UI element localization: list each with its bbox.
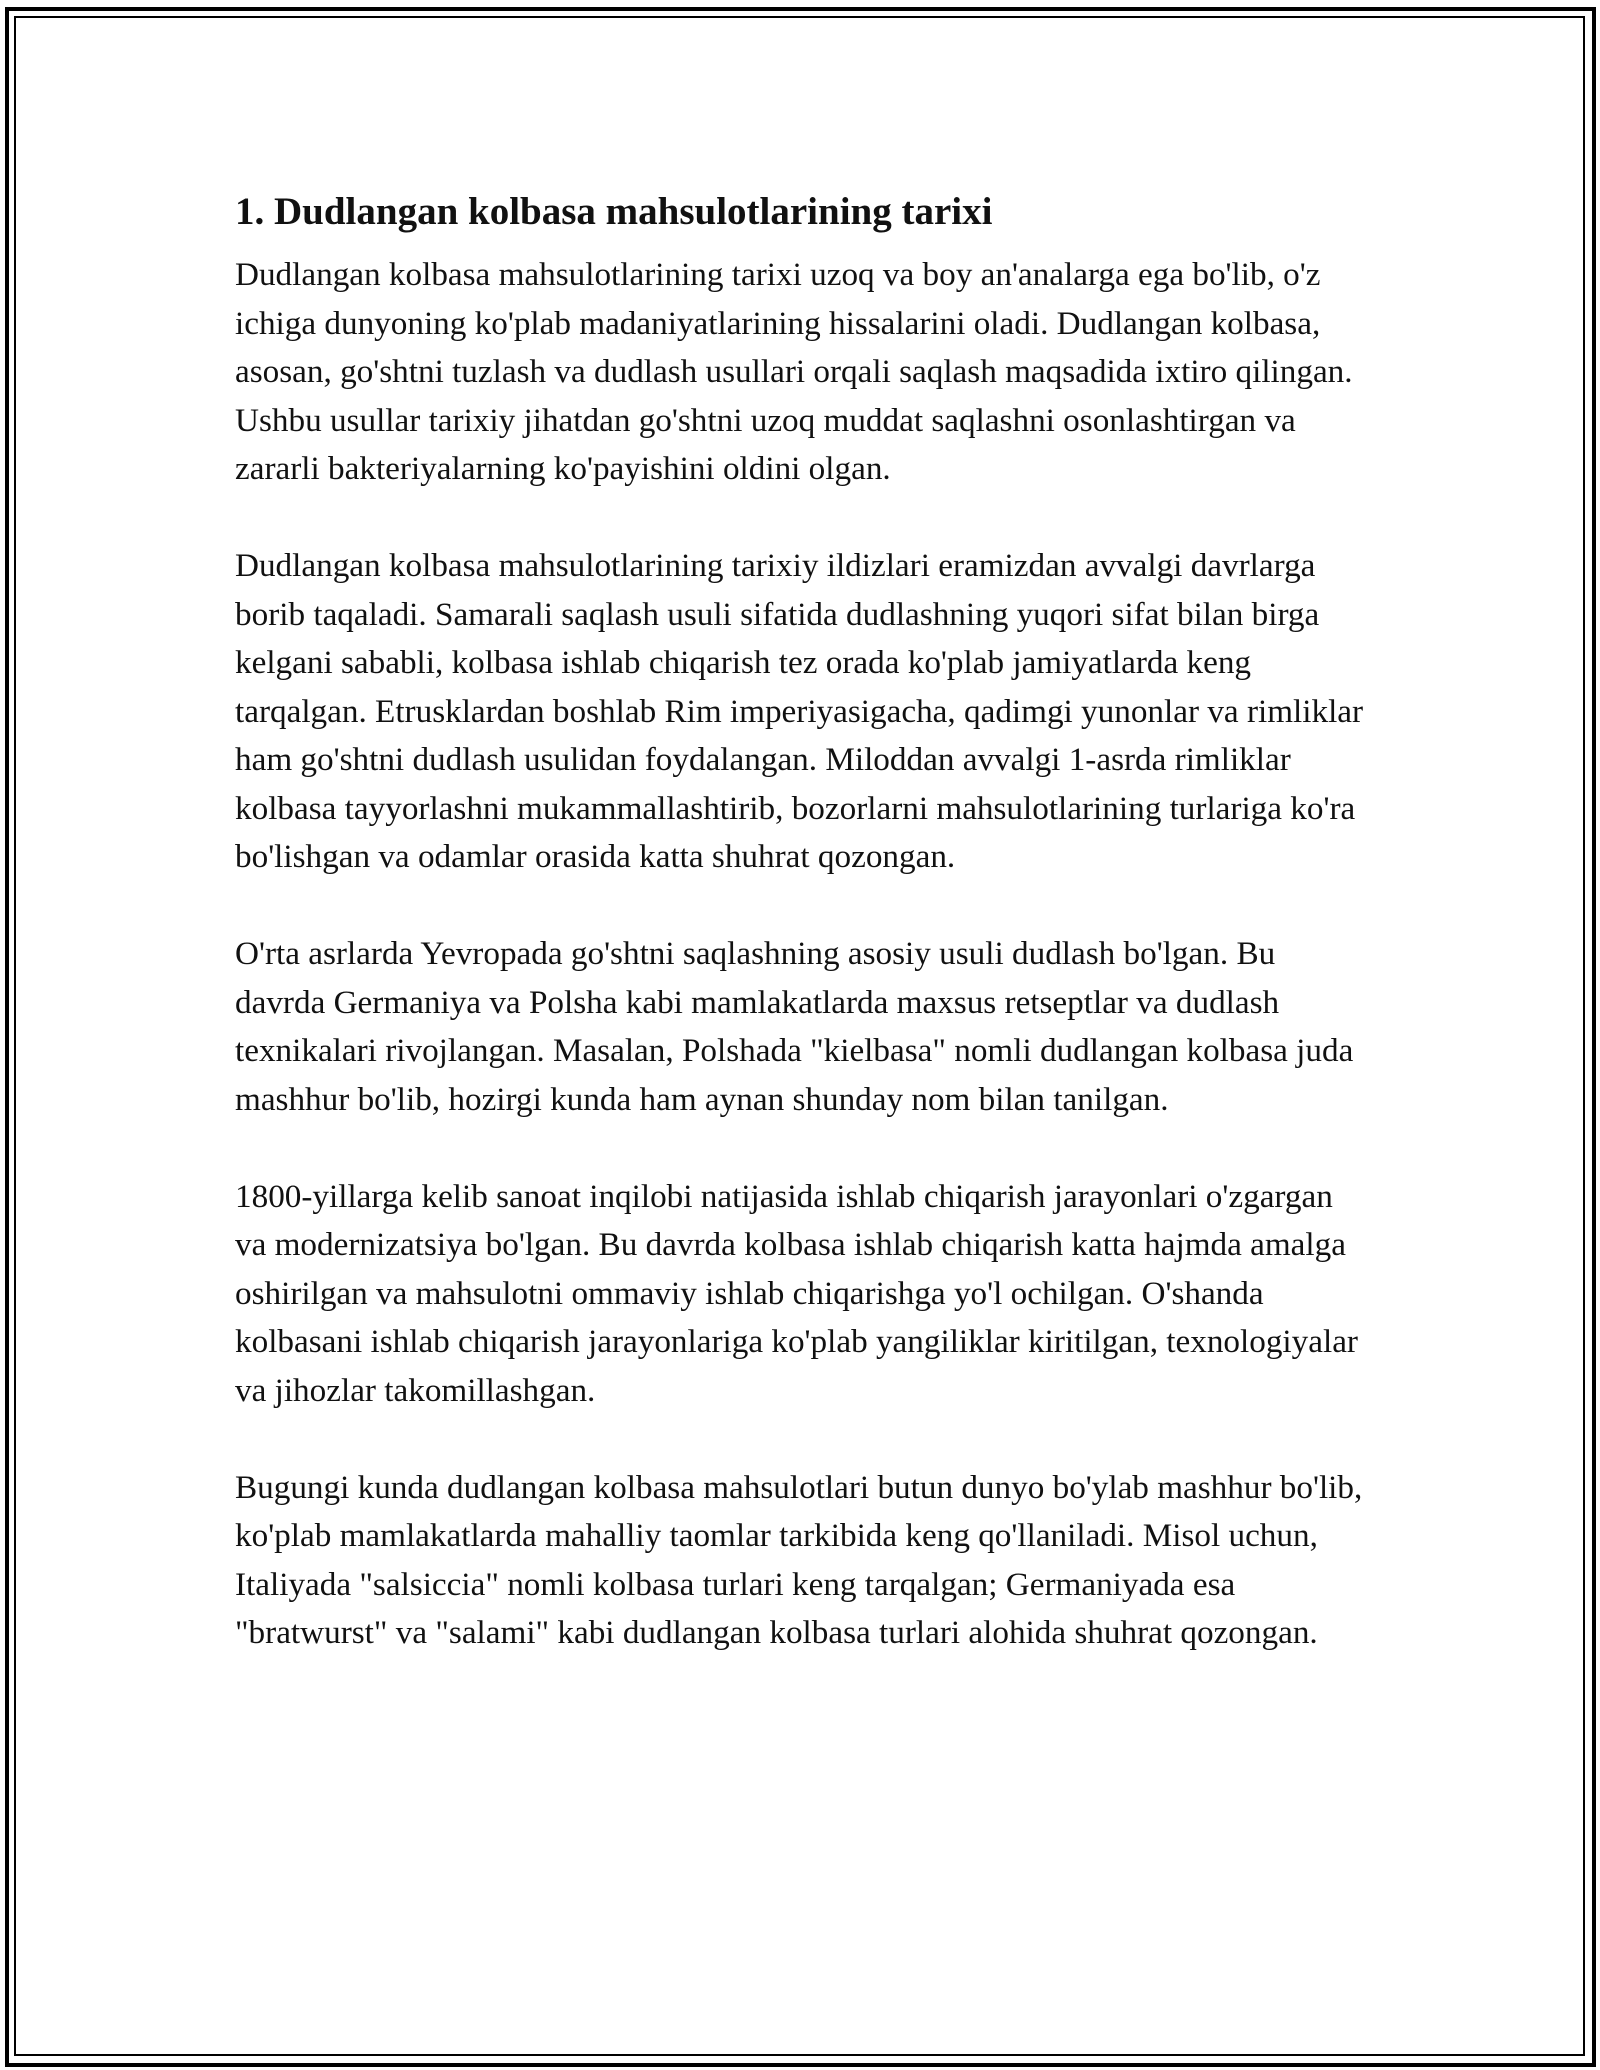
paragraph-4: 1800-yillarga kelib sanoat inqilobi natijasida ishlab chiqarish jarayonlari o'zgargan va modernizatsiya bo'lgan. Bu davrda kolbasa ishlab chiqarish katta hajmda amalga oshirilgan va mahsulotni ommaviy ishlab chiqarishga yo'l ochilgan. O'shanda kolbasani ishlab chiqarish jarayonlariga ko'plab yangiliklar kiritilgan, texnologiyalar va jihozlar takomillashgan.: [235, 1177, 1358, 1409]
document-body: [235, 185, 1370, 1658]
paragraph-1: Dudlangan kolbasa mahsulotlarining tarixi uzoq va boy an'analarga ega bo'lib, o'z ichiga dunyoning ko'plab madaniyatlarining hissalarini oladi. Dudlangan kolbasa, asosan, go'shtni tuzlash va dudlash usullari orqali saqlash maqsadida ixtiro qilingan. Ushbu usullar tarixiy jihatdan go'shtni uzoq muddat saqlashni osonlashtirgan va zararli bakteriyalarning ko'payishini oldini olgan.: [235, 256, 1353, 487]
paragraph-3: O'rta asrlarda Yevropada go'shtni saqlashning asosiy usuli dudlash bo'lgan. Bu davrda Germaniya va Polsha kabi mamlakatlarda maxsus retseptlar va dudlash texnikalari rivojlangan. Masalan, Polshada "kielbasa" nomli dudlangan kolbasa juda mashhur bo'lib, hozirgi kunda ham aynan shunday nom bilan tanilgan.: [235, 935, 1354, 1118]
section-title: 1. Dudlangan kolbasa mahsulotlarining tarixi: [235, 190, 993, 233]
paragraph-5: Bugungi kunda dudlangan kolbasa mahsulotlari butun dunyo bo'ylab mashhur bo'lib, ko'plab mamlakatlarda mahalliy taomlar tarkibida keng qo'llaniladi. Misol uchun, Italiyada "salsiccia" nomli kolbasa turlari keng tarqalgan; Germaniyada esa "bratwurst" va "salami" kabi dudlangan kolbasa turlari alohida shuhrat qozongan.: [235, 1468, 1363, 1651]
paragraph-2: Dudlangan kolbasa mahsulotlarining tarixiy ildizlari eramizdan avvalgi davrlarga borib taqaladi. Samarali saqlash usuli sifatida dudlashning yuqori sifat bilan birga kelgani sababli, kolbasa ishlab chiqarish tez orada ko'plab jamiyatlarda keng tarqalgan. Etrusklardan boshlab Rim imperiyasigacha, qadimgi yunonlar va rimliklar ham go'shtni dudlash usulidan foydalangan. Miloddan avvalgi 1-asrda rimliklar kolbasa tayyorlashni mukammallashtirib, bozorlarni mahsulotlarining turlariga ko'ra bo'lishgan va odamlar orasida katta shuhrat qozongan.: [235, 547, 1364, 875]
